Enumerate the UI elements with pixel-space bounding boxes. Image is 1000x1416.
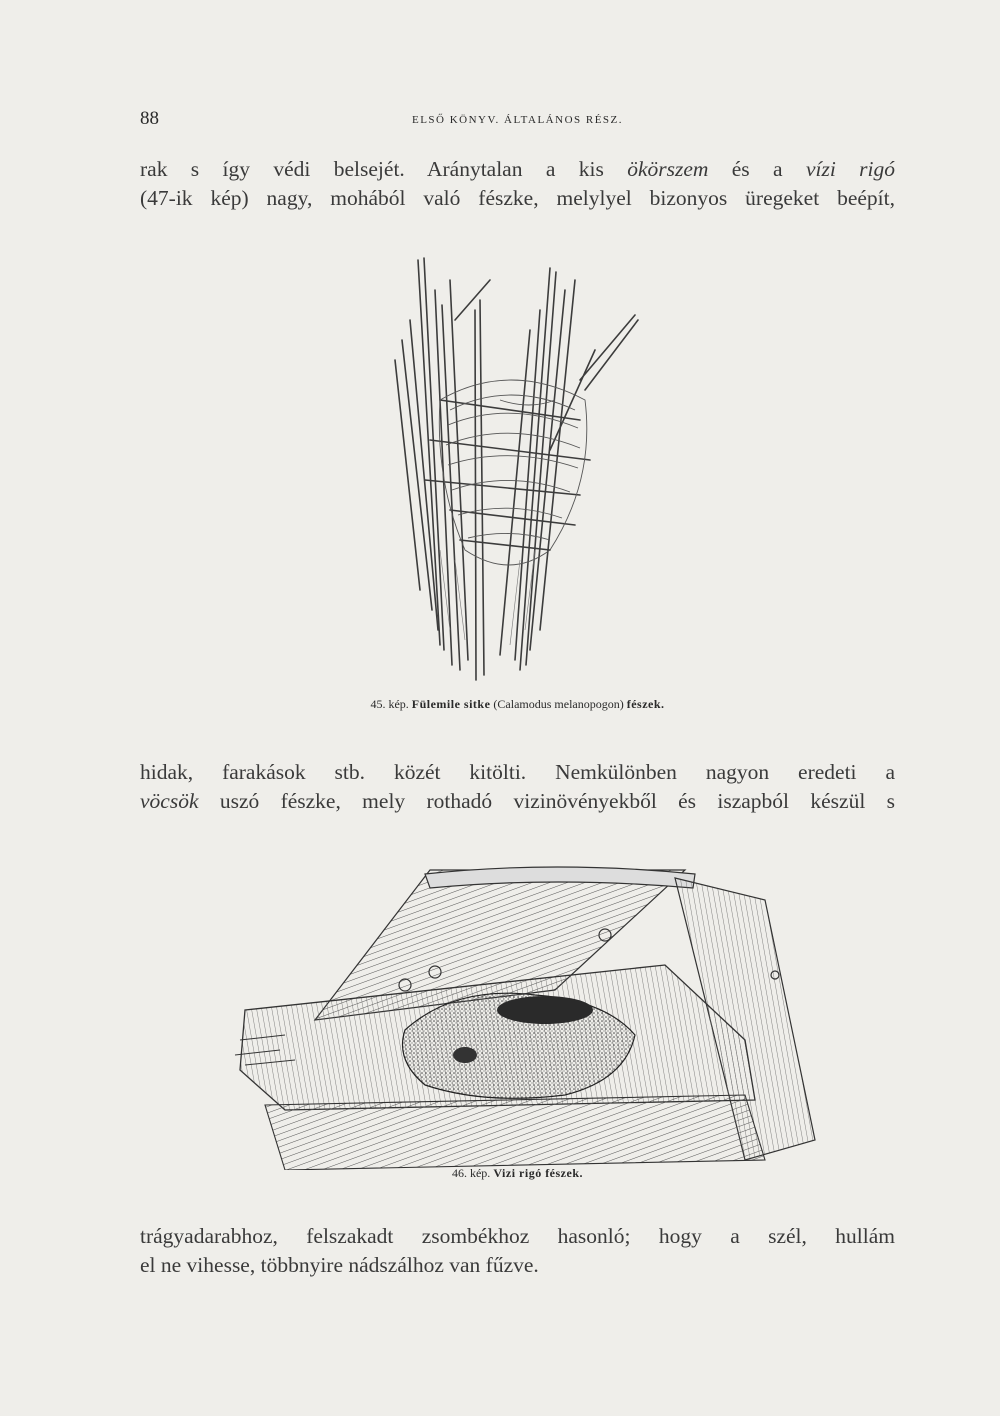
text-run: rak s így védi belsejét. Aránytalan a kis (140, 157, 628, 181)
caption-latin-name: (Calamodus melanopogon) (490, 697, 627, 711)
caption-figure-number: 45. kép. (370, 697, 412, 711)
paragraph-2 (140, 758, 895, 816)
figure-45-caption (140, 697, 895, 712)
paragraph-1-line-2: (47-ik kép) nagy, mohából való fészke, melylyel bizonyos üregeket beépít, (140, 186, 895, 210)
paragraph-2-line-1: hidak, farakások stb. közét kitölti. Nemkülönben nagyon eredeti a (140, 760, 895, 784)
paragraph-3-line-1: trágyadarabhoz, felszakadt zsombékhoz hasonló; hogy a szél, hullám (140, 1224, 895, 1248)
wooden-beam-nest-drawing (225, 860, 825, 1170)
text-run: és a (708, 157, 806, 181)
italic-term-okorszem: ökörszem (627, 157, 709, 181)
running-title: ELSŐ KÖNYV. ÁLTALÁNOS RÉSZ. (411, 114, 624, 126)
italic-term-vizi-rigo: vízi rigó (805, 157, 895, 181)
paragraph-3 (140, 1222, 895, 1280)
text-run: uszó fészke, mely rothadó vizinövényekből és iszapból készül s (198, 789, 895, 813)
paragraph-2-line-2 (140, 787, 895, 816)
paragraph-1 (140, 155, 895, 213)
italic-term-vocsok: vöcsök (140, 789, 199, 813)
caption-species-name: Fülemile sitke (411, 697, 491, 711)
caption-nest-label: Vizi rigó fészek. (493, 1166, 584, 1180)
paragraph-1-line-1 (140, 155, 895, 184)
figure-46-water-thrush-nest-illustration (225, 860, 825, 1170)
reed-nest-drawing (380, 250, 650, 690)
figure-45-reed-nest-illustration (380, 250, 650, 690)
figure-46-caption (140, 1166, 895, 1181)
paragraph-3-line-2: el ne vihesse, többnyire nádszálhoz van fűzve. (140, 1253, 539, 1277)
running-head (140, 104, 895, 134)
page-number: 88 (140, 108, 159, 129)
caption-nest-label: fészek. (626, 697, 665, 711)
caption-figure-number: 46. kép. (451, 1166, 494, 1180)
